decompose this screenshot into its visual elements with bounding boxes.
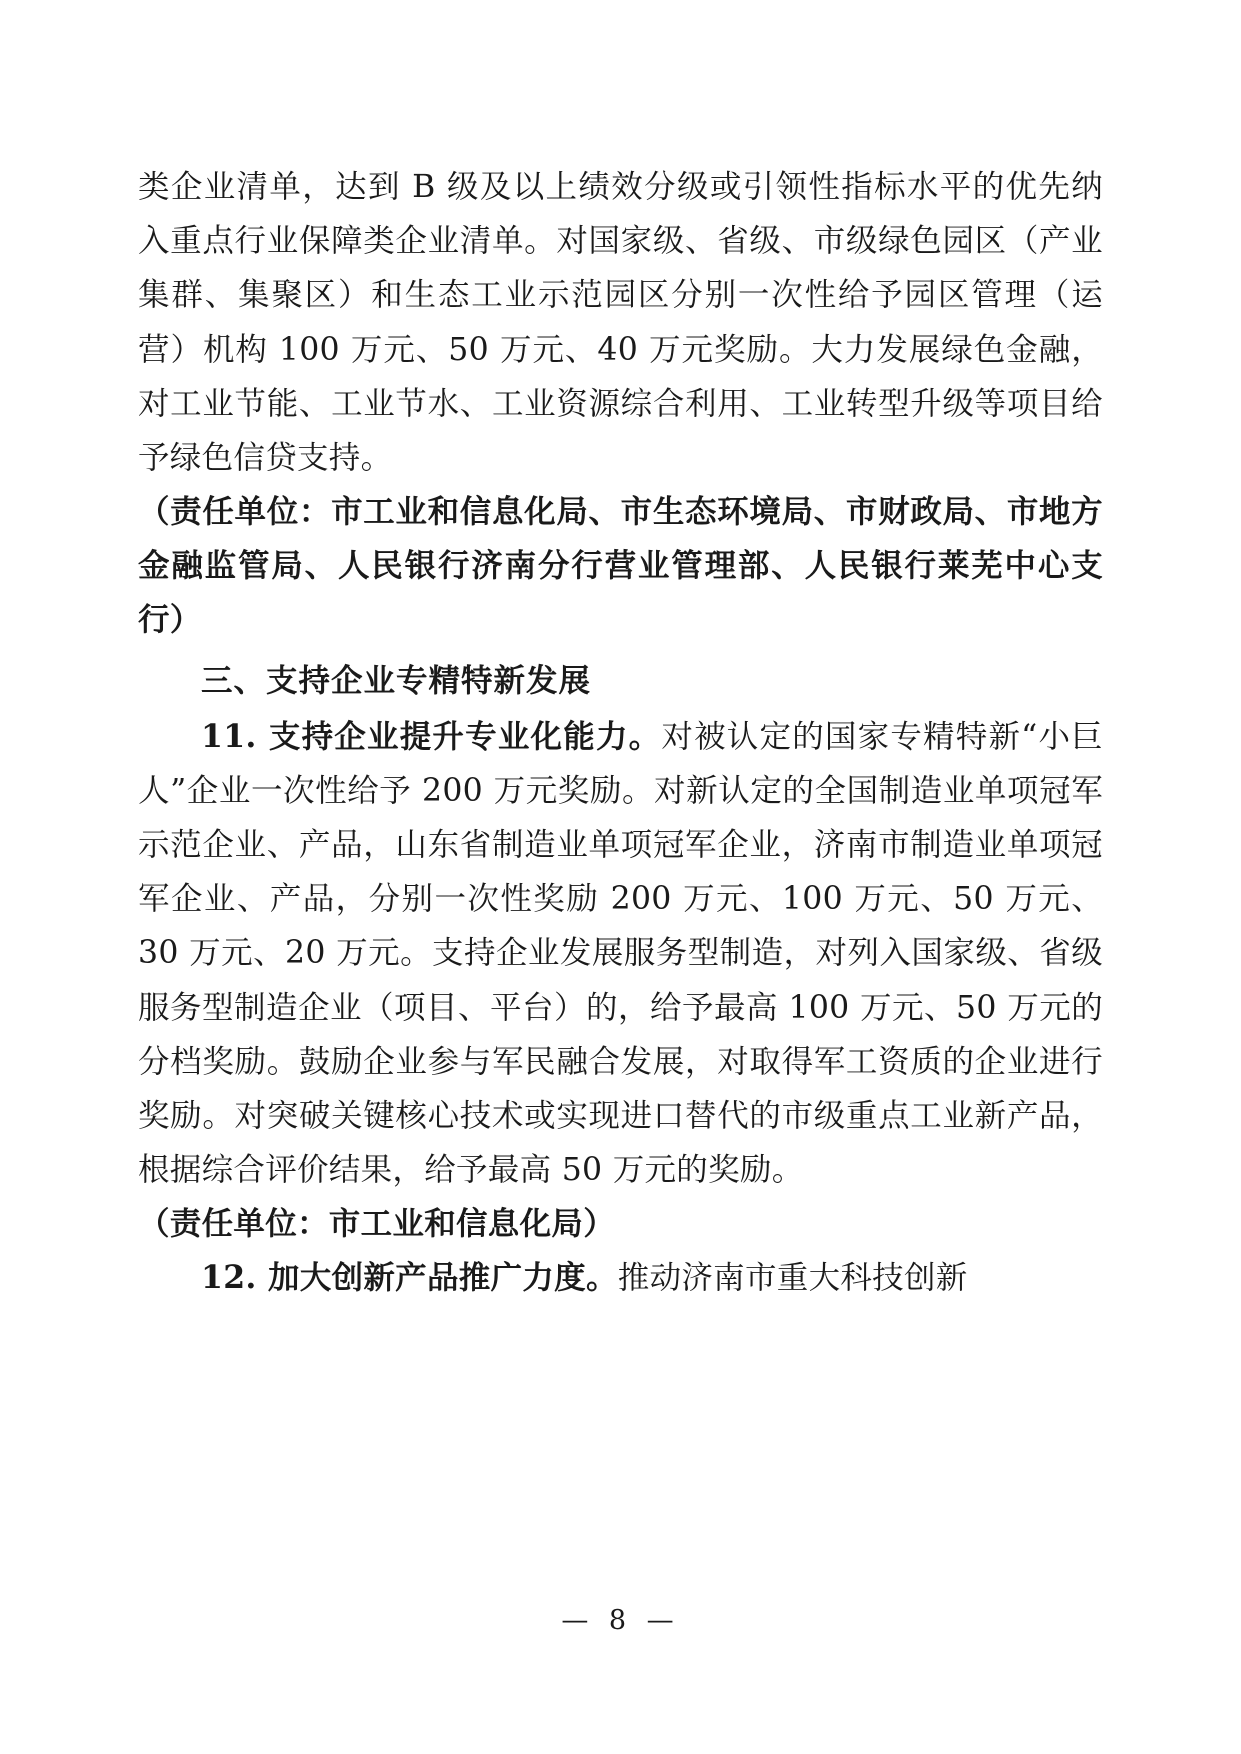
page-number: — 8 — (561, 1605, 680, 1636)
clause-12-lead: 12. 加大创新产品推广力度。 (201, 1259, 618, 1297)
clause-11-body: 对被认定的国家专精特新“小巨人”企业一次性给予 200 万元奖励。对新认定的全国制造业单项冠军示范企业、产品，山东省制造业单项冠军企业，济南市制造业单项冠军企业、产品，分别一次性奖励 200 万元、100 万元、50 万元、30 万元、20 万元。支持企业发展服务型制造，对列入国家级、省级服务型制造企业（项目、平台）的，给予最高 100 万元、50 万元的分档奖励。鼓励企业参与军民融合发展，对取得军工资质的企业进行奖励。对突破关键核心技术或实现进口替代的市级重点工业新产品，根据综合评价结果，给予最高 50 万元的奖励。 (138, 718, 1103, 1189)
responsible-units-line-2: （责任单位：市工业和信息化局） (138, 1205, 616, 1243)
document-body (138, 160, 1103, 1306)
clause-11-lead: 11. 支持企业提升专业化能力。 (201, 717, 662, 755)
clause-11 (138, 710, 1103, 1198)
clause-12 (138, 1251, 1103, 1305)
section-heading-three: 三、支持企业专精特新发展 (201, 661, 592, 699)
responsible-units-line-1: （责任单位：市工业和信息化局、市生态环境局、市财政局、市地方金融监管局、人民银行济南分行营业管理部、人民银行莱芜中心支行） (138, 493, 1103, 639)
paragraph-continuation: 类企业清单，达到 B 级及以上绩效分级或引领性指标水平的优先纳入重点行业保障类企业清单。对国家级、省级、市级绿色园区（产业集群、集聚区）和生态工业示范园区分别一次性给予园区管理（运营）机构 100 万元、50 万元、40 万元奖励。大力发展绿色金融，对工业节能、工业节水、工业资源综合利用、工业转型升级等项目给予绿色信贷支持。 (138, 169, 1103, 476)
clause-12-body: 推动济南市重大科技创新 (617, 1260, 968, 1297)
